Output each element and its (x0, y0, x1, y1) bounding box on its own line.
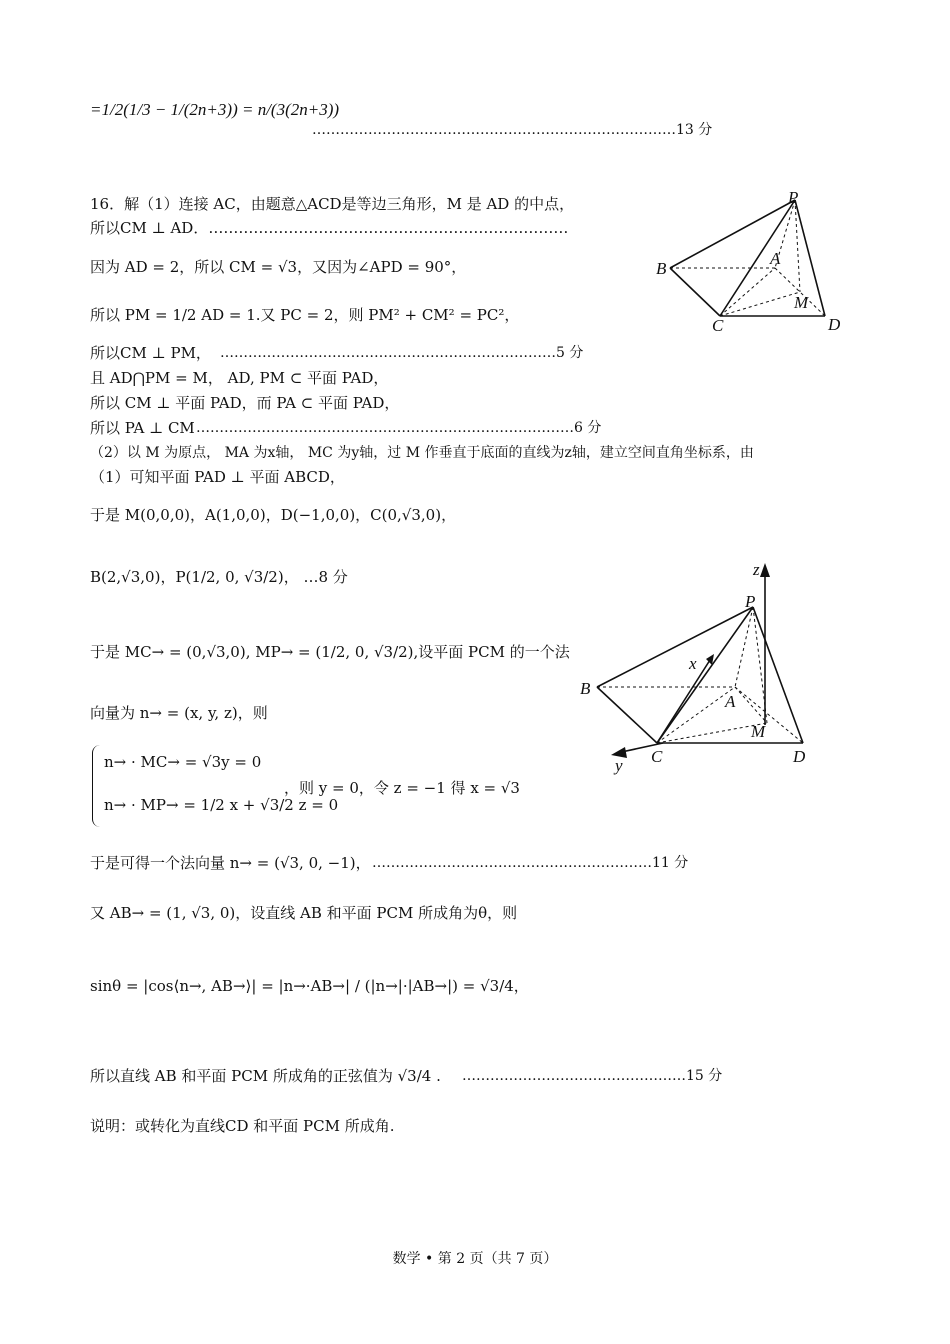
label-D: D (828, 315, 841, 334)
text-line-3: 所以CM ⊥ AD．……………………………………………………………… (90, 219, 569, 237)
text-line-15: 向量为 n→ = (x, y, z)，则 (90, 704, 268, 722)
text-line-6: 所以CM ⊥ PM， (90, 344, 211, 362)
score-13: ……………………………………………………………………13 分 (312, 122, 713, 138)
text-line-10: （2）以 M 为原点， MA 为x轴， MC 为y轴，过 M 作垂直于底面的直线为z轴，建立空间直角坐标系，由 (90, 445, 754, 461)
equation-2: n→ · MP→ = 1/2 x + √3/2 z = 0 (104, 796, 339, 814)
label-P: P (788, 188, 799, 207)
label-C: C (651, 747, 663, 766)
label-A: A (770, 249, 781, 268)
text-line-7: 且 AD⋂PM = M， AD, PM ⊂ 平面 PAD， (90, 369, 389, 387)
label-A: A (725, 692, 736, 711)
label-B: B (656, 259, 667, 278)
text-line-9: 所以 PA ⊥ CM (90, 419, 195, 437)
text-line-18: 又 AB→ = (1, √3, 0)，设直线 AB 和平面 PCM 所成角为θ，则 (90, 904, 518, 922)
score-5: ………………………………………………………………5 分 (220, 345, 584, 361)
label-P: P (745, 592, 756, 611)
score-6: ………………………………………………………………………6 分 (196, 420, 602, 436)
text-line-8: 所以 CM ⊥ 平面 PAD，而 PA ⊂ 平面 PAD， (90, 394, 400, 412)
label-M: M (794, 293, 809, 312)
label-M: M (751, 722, 766, 741)
label-x: x (689, 654, 697, 673)
label-D: D (793, 747, 806, 766)
pyramid-figure-1 (650, 188, 850, 338)
text-line-21: 说明：或转化为直线CD 和平面 PCM 所成角. (90, 1117, 395, 1135)
label-z: z (753, 560, 760, 579)
text-line-17: 于是可得一个法向量 n→ = (√3, 0, −1)， (90, 854, 371, 872)
text-line-14: 于是 MC→ = (0,√3,0), MP→ = (1/2, 0, √3/2),设平面 PCM 的一个法 (90, 643, 570, 661)
text-line-20: 所以直线 AB 和平面 PCM 所成角的正弦值为 √3/4 . (90, 1067, 441, 1085)
label-B: B (580, 679, 591, 698)
label-C: C (712, 316, 724, 335)
formula-line-1 (90, 100, 339, 120)
text-line-5: 所以 PM = 1/2 AD = 1.又 PC = 2，则 PM² + CM² = PC²， (90, 306, 520, 324)
text-line-19: sinθ = |cos⟨n→, AB→⟩| = |n→·AB→| / (|n→|·|AB→|) = √3/4， (90, 977, 529, 995)
text-line-12: 于是 M(0,0,0)，A(1,0,0)，D(−1,0,0)，C(0,√3,0)， (90, 506, 457, 524)
text-line-11: （1）可知平面 PAD ⊥ 平面 ABCD， (90, 468, 345, 486)
equation-1: n→ · MC→ = √3y = 0 (104, 753, 262, 771)
page-footer: 数学 • 第 2 页（共 7 页） (392, 1251, 558, 1267)
pyramid-figure-2 (575, 555, 835, 780)
text-line-2: 16．解（1）连接 AC，由题意△ACD是等边三角形，M 是 AD 的中点， (90, 195, 575, 213)
formula-text: =1/2(1/3 − 1/(2n+3)) = n/(3(2n+3)) (90, 100, 340, 119)
equation-result: ，则 y = 0，令 z = −1 得 x = √3 (284, 779, 520, 797)
system-brace (92, 745, 101, 827)
score-11: ……………………………………………………11 分 (372, 855, 689, 871)
text-line-4: 因为 AD = 2，所以 CM = √3，又因为∠APD = 90°， (90, 258, 467, 276)
score-15: …………………………………………15 分 (462, 1068, 723, 1084)
text-line-13: B(2,√3,0)，P(1/2, 0, √3/2)， …8 分 (90, 568, 348, 586)
label-y: y (615, 756, 623, 775)
